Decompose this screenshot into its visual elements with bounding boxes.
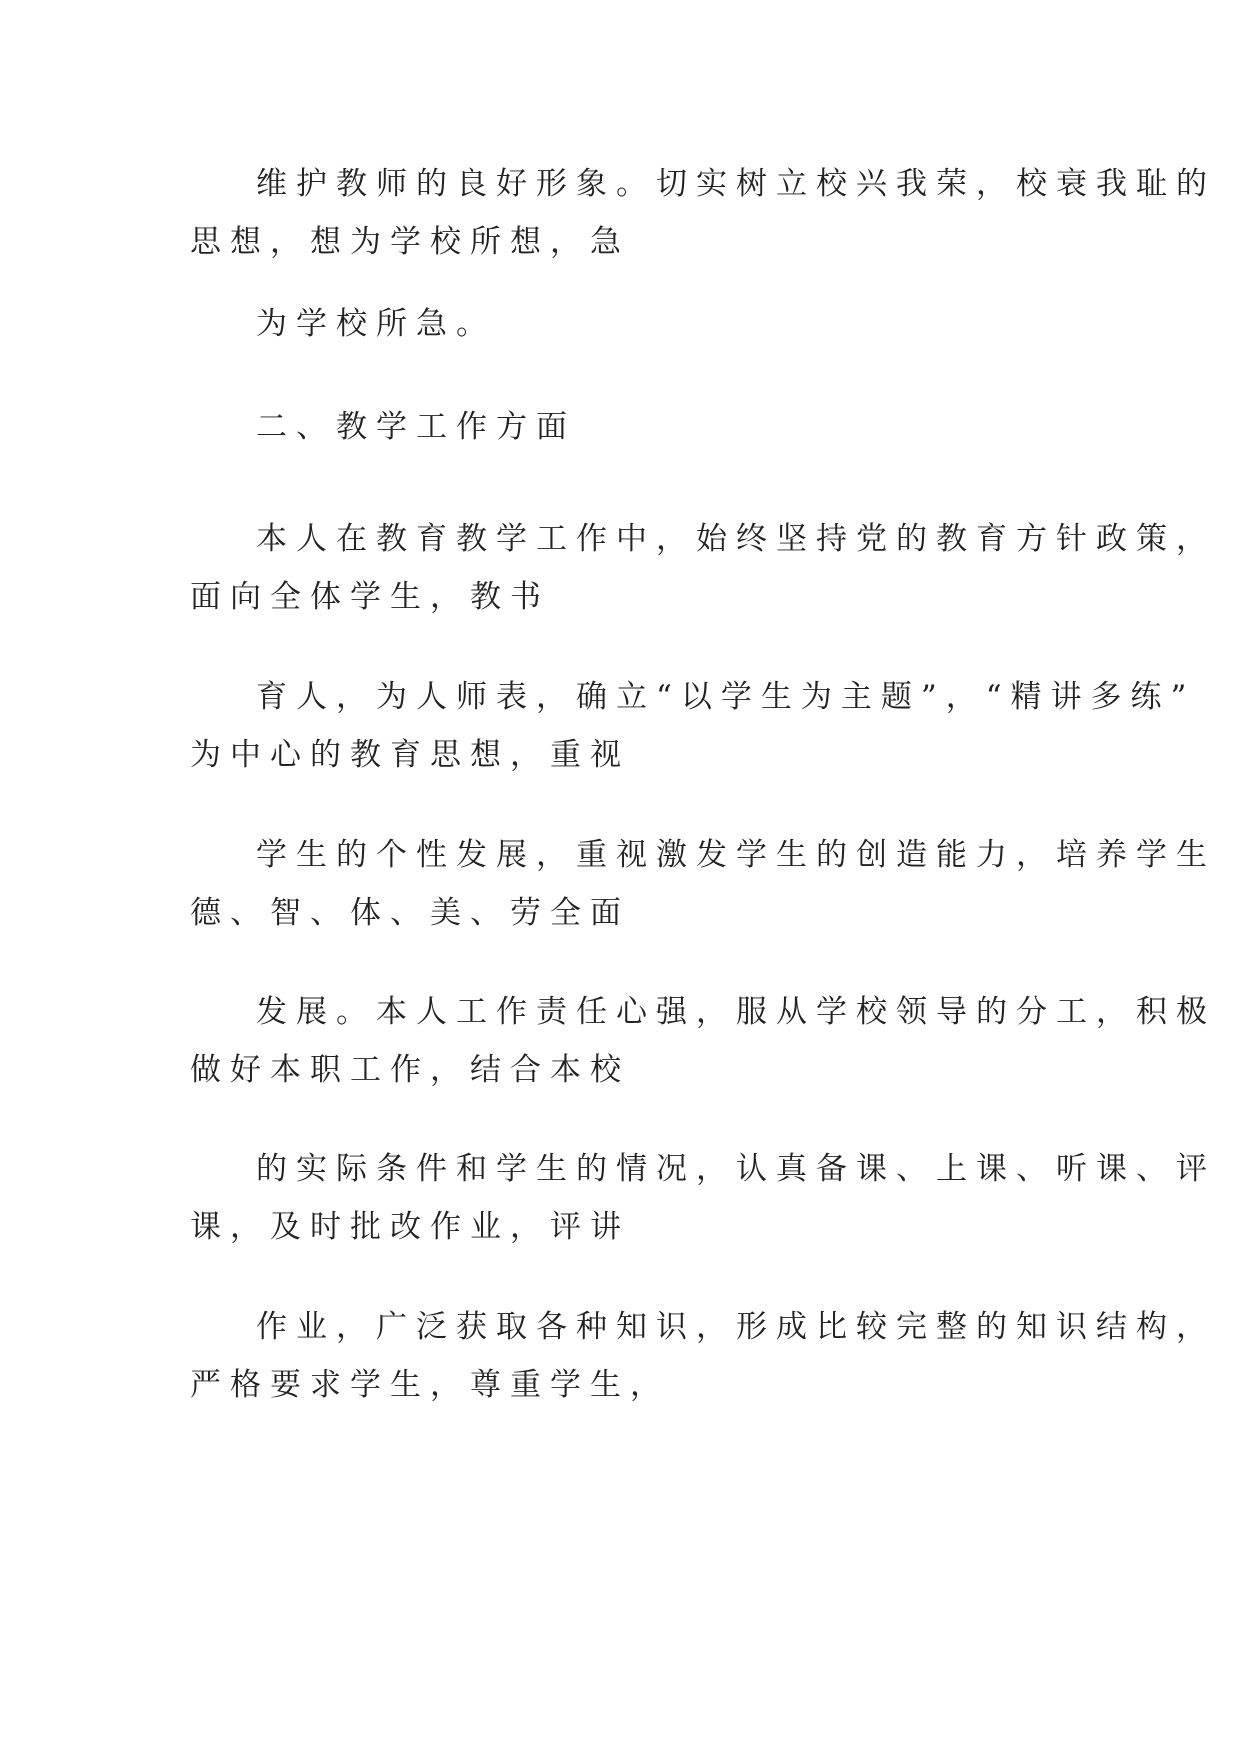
paragraph-line: 学生的个性发展，重视激发学生的创造能力，培养学生 bbox=[256, 837, 1216, 873]
paragraph-line: 严格要求学生，尊重学生， bbox=[190, 1367, 670, 1403]
paragraph-line: 的实际条件和学生的情况，认真备课、上课、听课、评 bbox=[256, 1151, 1216, 1187]
paragraph-3 bbox=[190, 510, 1216, 626]
paragraph-line: 课，及时批改作业，评讲 bbox=[190, 1209, 630, 1245]
paragraph-line: 作业，广泛获取各种知识，形成比较完整的知识结构， bbox=[256, 1309, 1216, 1345]
paragraph-1 bbox=[190, 155, 1216, 271]
paragraph-8 bbox=[190, 1298, 1216, 1414]
paragraph-line: 面向全体学生，教书 bbox=[190, 579, 550, 615]
paragraph-2 bbox=[190, 295, 1070, 353]
paragraph-7 bbox=[190, 1140, 1216, 1256]
paragraph-line: 思想，想为学校所想，急 bbox=[190, 224, 630, 260]
paragraph-line: 做好本职工作，结合本校 bbox=[190, 1052, 630, 1088]
paragraph-6 bbox=[190, 983, 1216, 1099]
paragraph-line: 维护教师的良好形象。切实树立校兴我荣，校衰我耻的 bbox=[256, 166, 1216, 202]
paragraph-line: 本人在教育教学工作中，始终坚持党的教育方针政策， bbox=[256, 521, 1216, 557]
paragraph-line: 德、智、体、美、劳全面 bbox=[190, 895, 630, 931]
paragraph-5 bbox=[190, 826, 1216, 942]
paragraph-line: 发展。本人工作责任心强，服从学校领导的分工，积极 bbox=[256, 994, 1216, 1030]
section-heading bbox=[190, 398, 1070, 456]
heading-text: 二、教学工作方面 bbox=[256, 409, 576, 445]
paragraph-line: 为中心的教育思想，重视 bbox=[190, 737, 630, 773]
paragraph-4 bbox=[190, 668, 1196, 784]
paragraph-line: 为学校所急。 bbox=[256, 306, 496, 342]
paragraph-line: 育人，为人师表，确立“以学生为主题”，“精讲多练” bbox=[256, 679, 1196, 715]
